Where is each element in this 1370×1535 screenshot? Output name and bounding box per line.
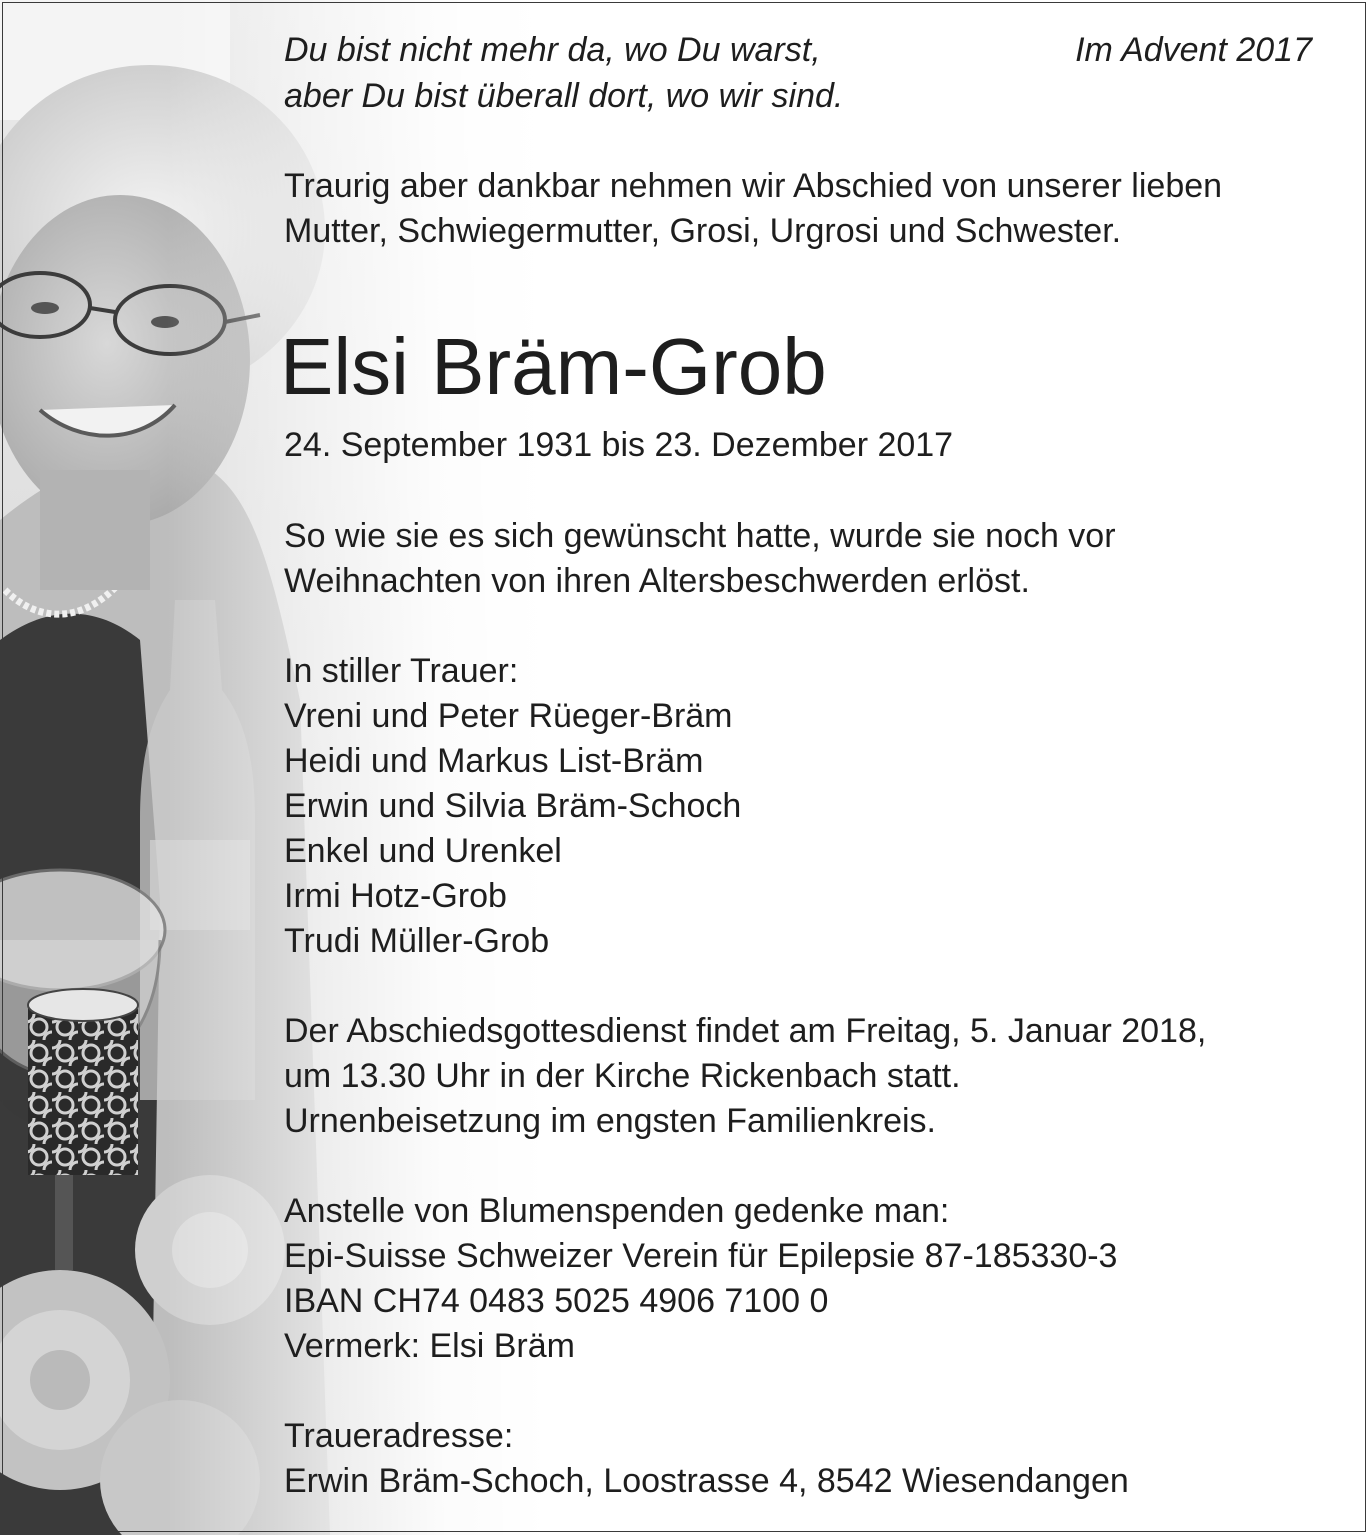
mourner-name: Erwin und Silvia Bräm-Schoch — [284, 787, 742, 825]
donation-iban: IBAN CH74 0483 5025 4906 7100 0 — [284, 1282, 829, 1320]
donation-note: Vermerk: Elsi Bräm — [284, 1327, 575, 1365]
lifespan: 24. September 1931 bis 23. Dezember 2017 — [284, 426, 954, 464]
deceased-name: Elsi Bräm-Grob — [280, 322, 827, 411]
service-line-2: um 13.30 Uhr in der Kirche Rickenbach statt. — [284, 1057, 961, 1095]
statement-line-2: Weihnachten von ihren Altersbeschwerden erlöst. — [284, 562, 1030, 600]
mourner-name: Vreni und Peter Rüeger-Bräm — [284, 697, 733, 735]
intro-line-1: Traurig aber dankbar nehmen wir Abschied von unserer lieben — [284, 167, 1223, 205]
address-line: Erwin Bräm-Schoch, Loostrasse 4, 8542 Wiesendangen — [284, 1462, 1129, 1500]
mourner-name: Enkel und Urenkel — [284, 832, 562, 870]
address-heading: Traueradresse: — [284, 1417, 514, 1455]
date-header: Im Advent 2017 — [1075, 31, 1312, 69]
mourner-name: Trudi Müller-Grob — [284, 922, 550, 960]
mourners-heading: In stiller Trauer: — [284, 652, 519, 690]
intro-line-2: Mutter, Schwiegermutter, Grosi, Urgrosi und Schwester. — [284, 212, 1122, 250]
service-line-3: Urnenbeisetzung im engsten Familienkreis. — [284, 1102, 936, 1140]
mourner-name: Irmi Hotz-Grob — [284, 877, 507, 915]
quote-line-2: aber Du bist überall dort, wo wir sind. — [284, 77, 844, 115]
donation-line-2: Epi-Suisse Schweizer Verein für Epilepsie 87-185330-3 — [284, 1237, 1118, 1275]
quote-line-1: Du bist nicht mehr da, wo Du warst, — [284, 31, 821, 69]
mourner-name: Heidi und Markus List-Bräm — [284, 742, 704, 780]
service-line-1: Der Abschiedsgottesdienst findet am Freitag, 5. Januar 2018, — [284, 1012, 1207, 1050]
statement-line-1: So wie sie es sich gewünscht hatte, wurde sie noch vor — [284, 517, 1116, 555]
donation-line-1: Anstelle von Blumenspenden gedenke man: — [284, 1192, 950, 1230]
